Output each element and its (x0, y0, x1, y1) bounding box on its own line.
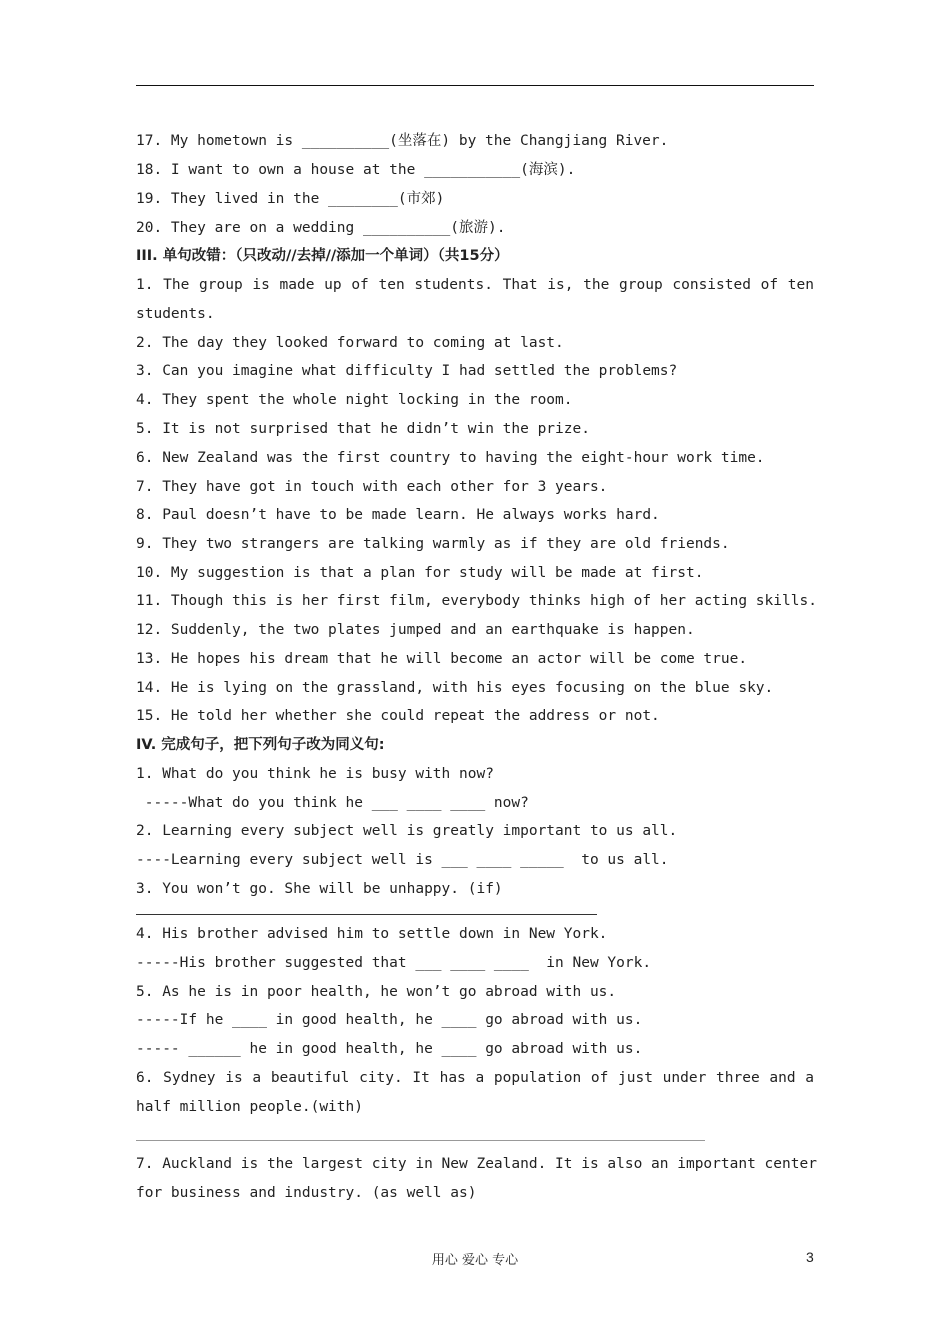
exercise-line: students. (136, 306, 215, 322)
exercise-line: 2. The day they looked forward to coming at last. (136, 335, 564, 351)
exercise-line: 17. My hometown is __________(坐落在) by the Changjiang River. (136, 133, 669, 149)
exercise-line: 20. They are on a wedding __________(旅游). (136, 220, 506, 236)
exercise-line: 1. The group is made up of ten students. That is, the group consisted of ten (136, 277, 814, 293)
exercise-line: half million people.(with) (136, 1099, 363, 1115)
exercise-line: 3. Can you imagine what difficulty I had settled the problems? (136, 363, 678, 379)
exercise-line: 7. Auckland is the largest city in New Zealand. It is also an important center (136, 1156, 817, 1172)
section-heading-iv: IV. 完成句子，把下列句子改为同义句: (136, 737, 385, 753)
section-heading-iii: III. 单句改错：（只改动//去掉//添加一个单词）（共15分） (136, 248, 509, 264)
exercise-line: 11. Though this is her first film, everybody thinks high of her acting skills. (136, 593, 817, 609)
exercise-line: 5. As he is in poor health, he won’t go abroad with us. (136, 984, 617, 1000)
exercise-line: 4. His brother advised him to settle down in New York. (136, 926, 608, 942)
page-number: 3 (806, 1249, 814, 1265)
answer-line (136, 1140, 705, 1141)
exercise-line: ----Learning every subject well is ___ ____ _____ to us all. (136, 852, 669, 868)
exercise-line: 8. Paul doesn’t have to be made learn. He always works hard. (136, 507, 660, 523)
header-rule (136, 85, 814, 86)
exercise-line: 19. They lived in the ________(市郊) (136, 191, 445, 207)
exercise-line: 1. What do you think he is busy with now? (136, 766, 494, 782)
exercise-line: 9. They two strangers are talking warmly as if they are old friends. (136, 536, 730, 552)
exercise-line: -----If he ____ in good health, he ____ go abroad with us. (136, 1012, 643, 1028)
exercise-line: 4. They spent the whole night locking in the room. (136, 392, 573, 408)
exercise-line: ----- ______ he in good health, he ____ go abroad with us. (136, 1041, 643, 1057)
exercise-line: 14. He is lying on the grassland, with his eyes focusing on the blue sky. (136, 680, 774, 696)
exercise-line: 12. Suddenly, the two plates jumped and an earthquake is happen. (136, 622, 695, 638)
exercise-line: -----His brother suggested that ___ ____ ____ in New York. (136, 955, 652, 971)
exercise-line: 18. I want to own a house at the ___________(海滨). (136, 162, 576, 178)
exercise-line: 13. He hopes his dream that he will become an actor will be come true. (136, 651, 748, 667)
exercise-line: 6. New Zealand was the first country to having the eight-hour work time. (136, 450, 765, 466)
footer-motto: 用心 爱心 专心 (431, 1253, 519, 1268)
exercise-line: 5. It is not surprised that he didn’t win the prize. (136, 421, 590, 437)
exercise-line: 15. He told her whether she could repeat the address or not. (136, 708, 660, 724)
exercise-line: for business and industry. (as well as) (136, 1185, 477, 1201)
exercise-line: 2. Learning every subject well is greatly important to us all. (136, 823, 678, 839)
exercise-line: 3. You won’t go. She will be unhappy. (if) (136, 881, 503, 897)
exercise-line: 7. They have got in touch with each other for 3 years. (136, 479, 608, 495)
exercise-line: 10. My suggestion is that a plan for study will be made at first. (136, 565, 704, 581)
exercise-line: -----What do you think he ___ ____ ____ now? (136, 795, 529, 811)
exercise-line: 6. Sydney is a beautiful city. It has a population of just under three and a (136, 1070, 814, 1086)
answer-line (136, 914, 597, 915)
